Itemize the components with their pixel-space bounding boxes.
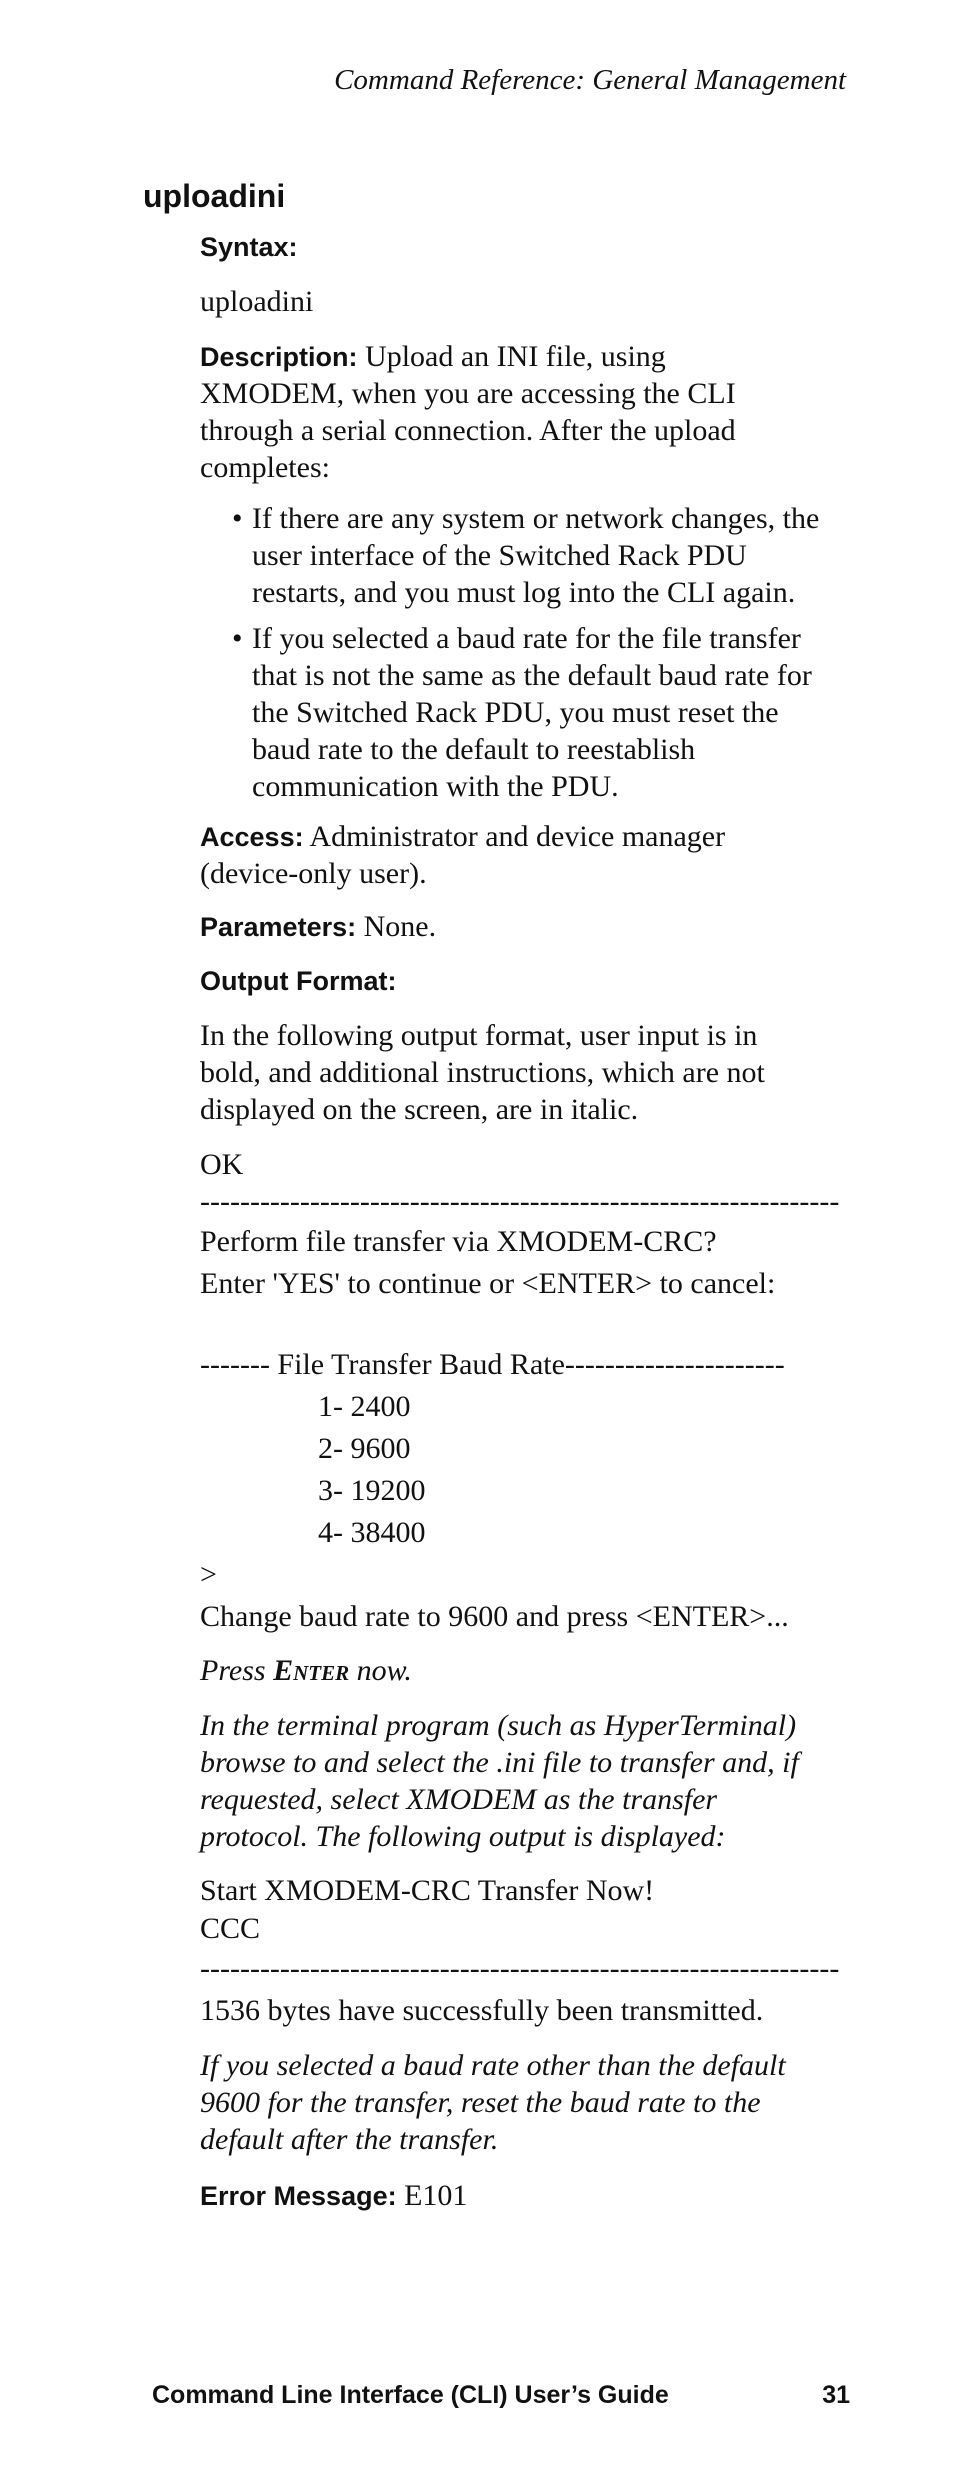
reset-instruction-line: 9600 for the transfer, reset the baud rate to the xyxy=(200,2086,761,2119)
error-label: Error Message: xyxy=(200,2181,397,2211)
description-label: Description: xyxy=(200,342,358,372)
output-separator: ---------------------------------------------------------------- xyxy=(200,1185,840,1218)
parameters-line xyxy=(200,908,850,946)
output-ok: OK xyxy=(200,1148,244,1181)
bullet-line: the Switched Rack PDU, you must reset the xyxy=(252,696,779,729)
bullet-line: If you selected a baud rate for the file transfer xyxy=(252,622,801,655)
terminal-instruction-line: protocol. The following output is displayed: xyxy=(200,1820,726,1853)
access-label: Access: xyxy=(200,822,304,852)
footer-guide-title: Command Line Interface (CLI) User’s Guide xyxy=(152,2381,669,2409)
bullet-line: user interface of the Switched Rack PDU xyxy=(252,539,747,572)
description-text-1: Upload an INI file, using xyxy=(357,340,666,373)
description-line-3: through a serial connection. After the upload xyxy=(200,414,736,447)
syntax-label-text: Syntax: xyxy=(200,232,298,262)
reset-instruction-line: If you selected a baud rate other than the default xyxy=(200,2049,786,2082)
access-text-1: Administrator and device manager xyxy=(303,820,726,853)
access-line-1 xyxy=(200,818,850,856)
bullet-line: restarts, and you must log into the CLI again. xyxy=(252,576,796,609)
baud-option: 4- 38400 xyxy=(318,1516,426,1549)
section-title: uploadini xyxy=(143,178,286,214)
bullet-line: baud rate to the default to reestablish xyxy=(252,733,696,766)
output-format-heading xyxy=(200,962,850,1000)
output-prompt: > xyxy=(200,1558,217,1591)
running-header: Command Reference: General Management xyxy=(334,64,846,96)
parameters-label: Parameters: xyxy=(200,912,357,942)
syntax-label xyxy=(200,228,850,266)
output-separator: ---------------------------------------------------------------- xyxy=(200,1952,840,1985)
description-line-2: XMODEM, when you are accessing the CLI xyxy=(200,377,736,410)
output-perform: Perform file transfer via XMODEM-CRC? xyxy=(200,1225,717,1258)
output-change-baud: Change baud rate to 9600 and press <ENTER>... xyxy=(200,1600,789,1633)
output-intro-line-3: displayed on the screen, are in italic. xyxy=(200,1093,639,1126)
output-format-label: Output Format: xyxy=(200,966,397,996)
output-start: Start XMODEM-CRC Transfer Now! xyxy=(200,1874,655,1907)
bullet-item xyxy=(232,620,852,805)
press-enter-instruction xyxy=(200,1652,850,1689)
error-message-line xyxy=(200,2177,850,2215)
terminal-instruction-line: browse to and select the .ini file to transfer and, if xyxy=(200,1746,799,1779)
output-transmitted: 1536 bytes have successfully been transmitted. xyxy=(200,1994,764,2027)
output-intro-line-2: bold, and additional instructions, which are not xyxy=(200,1056,765,1089)
output-enter-yes: Enter 'YES' to continue or <ENTER> to cancel: xyxy=(200,1267,776,1300)
access-line-2: (device-only user). xyxy=(200,857,427,890)
baud-option: 2- 9600 xyxy=(318,1432,411,1465)
bullet-line: If there are any system or network changes, the xyxy=(252,502,820,535)
terminal-instruction-line: requested, select XMODEM as the transfer xyxy=(200,1783,718,1816)
output-ccc: CCC xyxy=(200,1912,261,1945)
bullet-line: communication with the PDU. xyxy=(252,770,619,803)
error-value: E101 xyxy=(396,2179,468,2212)
bullet-line: that is not the same as the default baud rate for xyxy=(252,659,812,692)
baud-option: 3- 19200 xyxy=(318,1474,426,1507)
output-baud-header: ------- File Transfer Baud Rate---------------------- xyxy=(200,1348,785,1381)
description-line-4: completes: xyxy=(200,451,330,484)
reset-instruction-line: default after the transfer. xyxy=(200,2123,499,2156)
press-pre: Press xyxy=(200,1654,274,1687)
enter-key: Enter xyxy=(273,1654,350,1687)
description-line-1 xyxy=(200,338,850,376)
output-intro-line-1: In the following output format, user input is in xyxy=(200,1019,758,1052)
baud-option: 1- 2400 xyxy=(318,1390,411,1423)
parameters-value: None. xyxy=(356,910,437,943)
terminal-instruction-line: In the terminal program (such as HyperTerminal) xyxy=(200,1709,797,1742)
press-post: now. xyxy=(349,1654,412,1687)
bullet-item xyxy=(232,500,852,611)
bullet-dot: • xyxy=(232,502,243,535)
bullet-dot: • xyxy=(232,622,243,655)
page-number: 31 xyxy=(822,2381,850,2409)
syntax-value: uploadini xyxy=(200,285,314,318)
